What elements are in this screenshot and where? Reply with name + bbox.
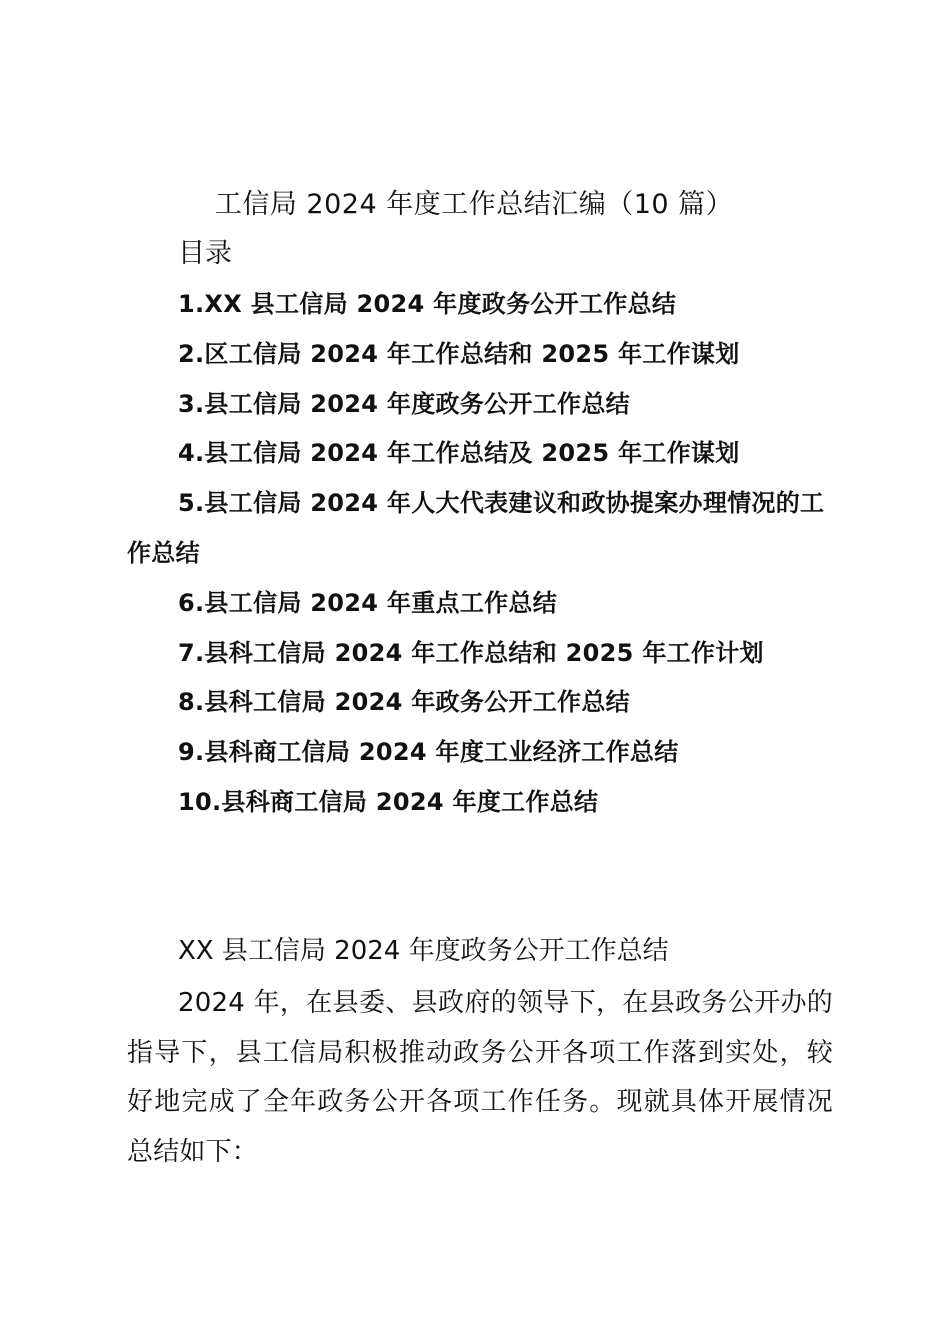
- toc-item-3: 3.县工信局 2024 年度政务公开工作总结: [178, 389, 630, 418]
- toc-item-8: 8.县科工信局 2024 年政务公开工作总结: [178, 688, 630, 717]
- toc-item-10: 10.县科商工信局 2024 年度工作总结: [178, 787, 599, 816]
- toc-item-1: 1.XX 县工信局 2024 年度政务公开工作总结: [178, 290, 677, 318]
- toc-item-7: 7.县科工信局 2024 年工作总结和 2025 年工作计划: [178, 638, 764, 667]
- toc-item-6: 6.县工信局 2024 年重点工作总结: [178, 588, 558, 617]
- toc-item-5: 5.县工信局 2024 年人大代表建议和政协提案办理情况的工作总结: [127, 489, 825, 567]
- table-of-contents: [127, 280, 833, 828]
- toc-item-2: 2.区工信局 2024 年工作总结和 2025 年工作谋划: [178, 339, 740, 368]
- toc-heading: 目录: [178, 238, 232, 269]
- section-title: XX 县工信局 2024 年度政务公开工作总结: [178, 936, 669, 966]
- document-title: 工信局 2024 年度工作总结汇编（10 篇）: [214, 189, 734, 220]
- body-paragraph: 2024 年，在县委、县政府的领导下，在县政务公开办的指导下，县工信局积极推动政务公开各项工作落到实处，较好地完成了全年政务公开各项工作任务。现就具体开展情况总结如下：: [127, 988, 833, 1167]
- toc-item-4: 4.县工信局 2024 年工作总结及 2025 年工作谋划: [178, 439, 740, 468]
- toc-item-9: 9.县科商工信局 2024 年度工业经济工作总结: [178, 738, 679, 767]
